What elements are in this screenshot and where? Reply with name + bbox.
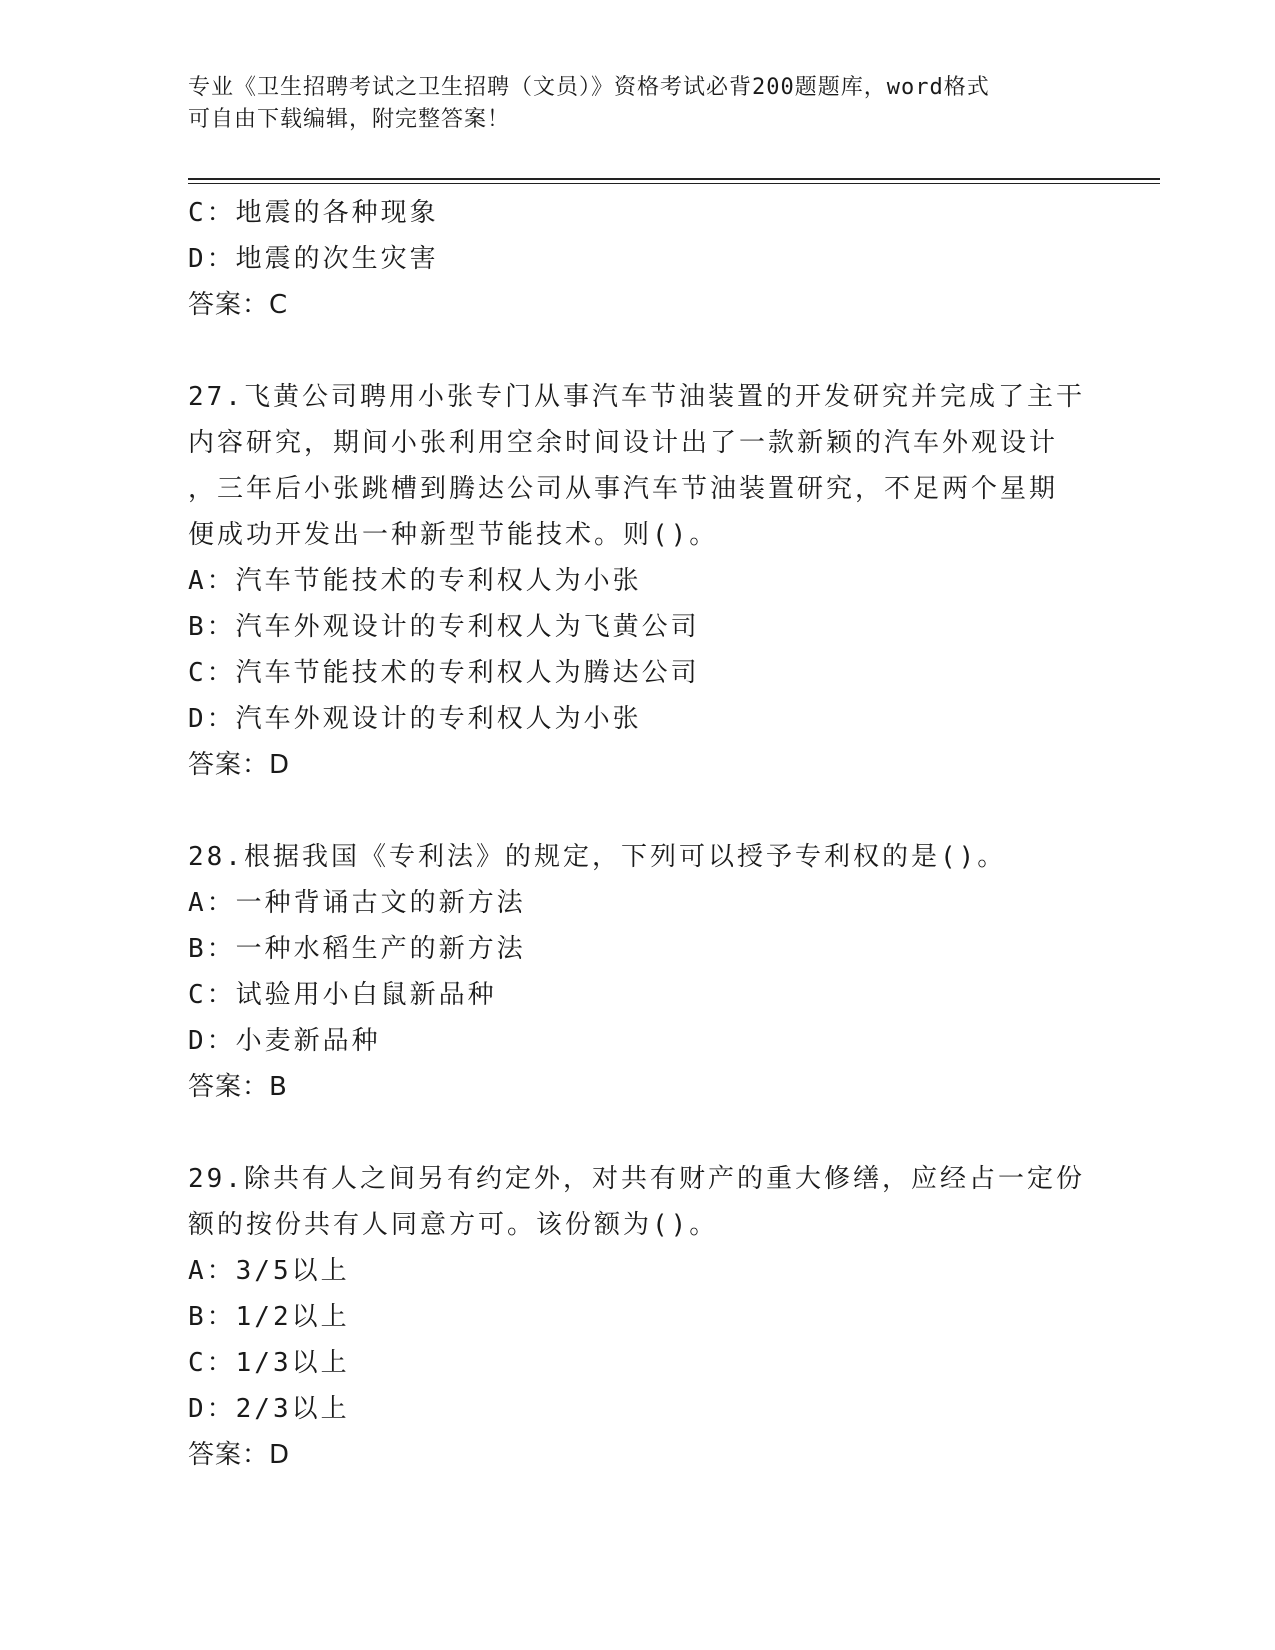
spacer [188,788,1088,834]
option-a: A：一种背诵古文的新方法 [188,888,526,918]
header-line-1: 专业《卫生招聘考试之卫生招聘（文员）》资格考试必背200题题库，word格式 [188,75,990,100]
header-divider-thin [188,183,1160,184]
document-header [188,72,1088,136]
question-stem-line: 27.飞黄公司聘用小张专门从事汽车节油装置的开发研究并完成了主干 [188,382,1085,412]
question-29 [188,1156,1088,1478]
option-b: B：汽车外观设计的专利权人为飞黄公司 [188,612,700,642]
question-stem-line: 28.根据我国《专利法》的规定，下列可以授予专利权的是()。 [188,842,1007,872]
answer-line: 答案：D [188,750,291,780]
option-d: D：汽车外观设计的专利权人为小张 [188,704,642,734]
option-a: A：3/5以上 [188,1256,350,1286]
option-a: A：汽车节能技术的专利权人为小张 [188,566,642,596]
spacer [188,328,1088,374]
question-stem-line: 内容研究，期间小张利用空余时间设计出了一款新颖的汽车外观设计 [188,428,1059,458]
question-27 [188,374,1088,788]
spacer [188,1110,1088,1156]
option-d: D：小麦新品种 [188,1026,381,1056]
question-content [188,190,1088,1478]
option-b: B：一种水稻生产的新方法 [188,934,526,964]
question-26-fragment [188,190,1088,328]
option-c: C：地震的各种现象 [188,198,439,228]
answer-line: 答案：B [188,1072,288,1102]
question-stem-line: ，三年后小张跳槽到腾达公司从事汽车节油装置研究，不足两个星期 [188,474,1059,504]
option-c: C：1/3以上 [188,1348,350,1378]
option-c: C：试验用小白鼠新品种 [188,980,497,1010]
header-divider-thick [188,178,1160,180]
option-b: B：1/2以上 [188,1302,350,1332]
option-c: C：汽车节能技术的专利权人为腾达公司 [188,658,700,688]
question-stem-line: 29.除共有人之间另有约定外，对共有财产的重大修缮，应经占一定份 [188,1164,1085,1194]
question-stem-line: 额的按份共有人同意方可。该份额为()。 [188,1210,719,1240]
option-d: D：2/3以上 [188,1394,350,1424]
option-d: D：地震的次生灾害 [188,244,439,274]
answer-line: 答案：C [188,290,289,320]
answer-line: 答案：D [188,1440,291,1470]
question-stem-line: 便成功开发出一种新型节能技术。则()。 [188,520,719,550]
header-line-2: 可自由下载编辑，附完整答案！ [188,107,511,132]
question-28 [188,834,1088,1110]
